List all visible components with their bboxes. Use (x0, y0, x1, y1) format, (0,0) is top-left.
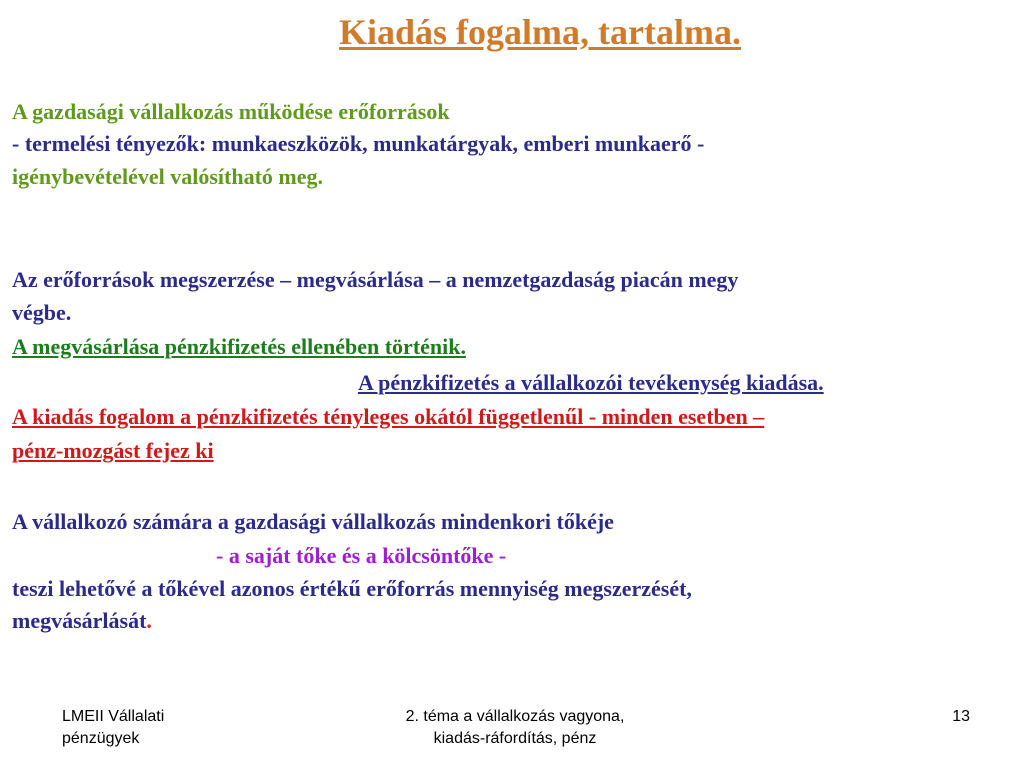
paragraph-3-line-1: A vállalkozó számára a gazdasági vállalkozás mindenkori tőkéje (12, 509, 614, 534)
footer-center-line-1: 2. téma a vállalkozás vagyona, (405, 708, 625, 725)
paragraph-3-line-4-period: . (146, 608, 152, 633)
footer-center-line-2: kiadás-ráfordítás, pénz (433, 730, 597, 747)
footer-course-name (62, 706, 262, 750)
paragraph-2-line-3: A megvásárlása pénzkifizetés ellenében történik. (12, 334, 466, 359)
paragraph-1-line-1: A gazdasági vállalkozás működése erőforrások (12, 99, 450, 124)
paragraph-2-line-4: A pénzkifizetés a vállalkozói tevékenység kiadása. (358, 370, 824, 395)
paragraph-2-line-6: pénz-mozgást fejez ki (12, 438, 214, 463)
paragraph-2-line-1: Az erőforrások megszerzése – megvásárlása – a nemzetgazdaság piacán megy (12, 267, 739, 292)
slide-title: Kiadás fogalma, tartalma. (339, 12, 741, 52)
footer-left-line-2: pénzügyek (62, 730, 140, 747)
paragraph-1-line-3: igénybevételével valósítható meg. (12, 164, 323, 189)
paragraph-3-line-4 (12, 605, 152, 637)
footer-left-line-1: LMEII Vállalati (62, 708, 165, 725)
paragraph-3-line-3: teszi lehetővé a tőkével azonos értékű erőforrás mennyiség megszerzését, (12, 576, 692, 601)
paragraph-1-line-2: - termelési tényezők: munkaeszközök, munkatárgyak, emberi munkaerő - (12, 131, 705, 156)
paragraph-2-line-2: végbe. (12, 300, 72, 325)
paragraph-3-line-2: - a saját tőke és a kölcsöntőke - (216, 543, 507, 568)
paragraph-3-line-4-text: megvásárlását (12, 608, 147, 633)
page-number: 13 (952, 708, 970, 725)
paragraph-2-line-5: A kiadás fogalom a pénzkifizetés tényleges okától függetlenűl - minden esetben – (12, 404, 765, 429)
footer-topic (360, 706, 670, 750)
